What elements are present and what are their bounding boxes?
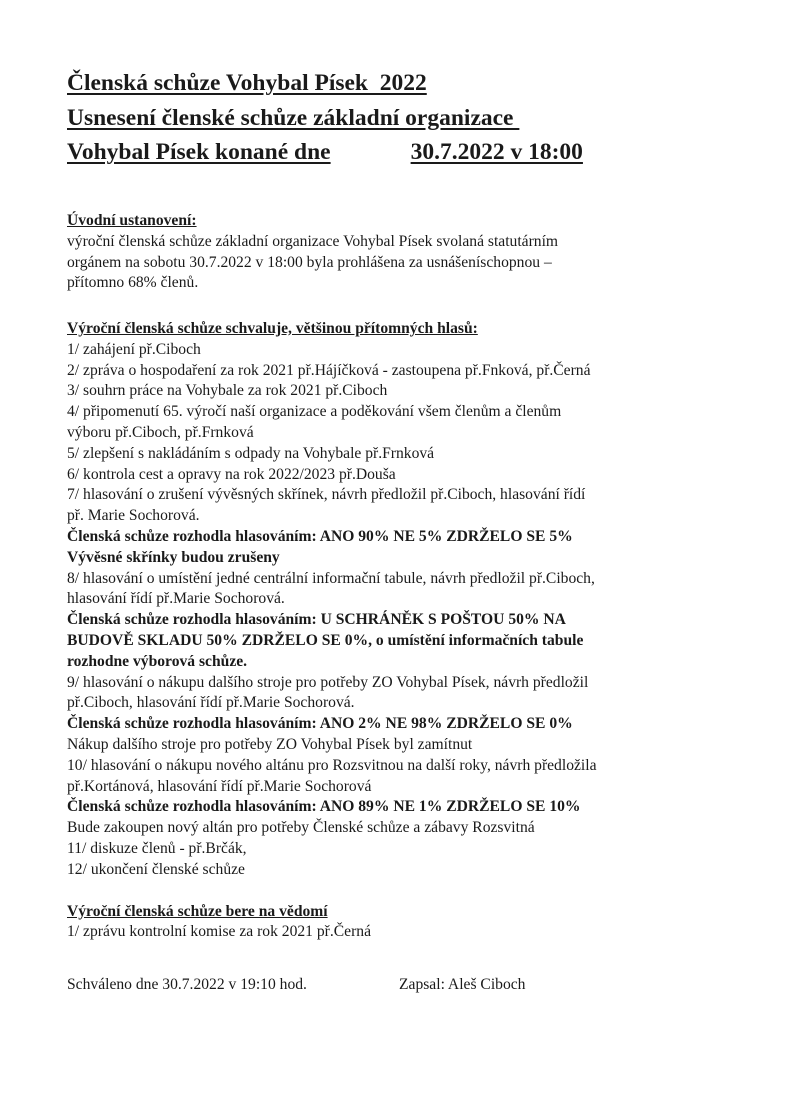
resolution-line: Vývěsné skřínky budou zrušeny xyxy=(67,548,280,566)
agenda-line: Nákup dalšího stroje pro potřeby ZO Vohybal Písek byl zamítnut xyxy=(67,735,473,753)
intro-heading: Úvodní ustanovení: xyxy=(67,212,197,229)
resolution-line: Členská schůze rozhodla hlasováním: ANO 90% NE 5% ZDRŽELO SE 5% xyxy=(67,527,573,545)
agenda-line: 8/ hlasování o umístění jedné centrální informační tabule, návrh předložil př.Ciboch, xyxy=(67,569,595,587)
agenda-section xyxy=(67,319,747,943)
intro-line: výroční členská schůze základní organizace Vohybal Písek svolaná statutárním xyxy=(67,232,559,250)
noted-heading: Výroční členská schůze bere na vědomí xyxy=(67,902,328,920)
agenda-line: 6/ kontrola cest a opravy na rok 2022/2023 př.Douša xyxy=(67,465,396,483)
recorded-by: Zapsal: Aleš Ciboch xyxy=(399,976,526,993)
agenda-line: př. Marie Sochorová. xyxy=(67,507,200,525)
resolution-line: Členská schůze rozhodla hlasováním: ANO 2% NE 98% ZDRŽELO SE 0% xyxy=(67,715,573,733)
document-subtitle: Usnesení členské schůze základní organizace xyxy=(67,105,520,131)
agenda-line: př.Ciboch, hlasování řídí př.Marie Sochorová. xyxy=(67,694,355,712)
agenda-line: 1/ zahájení př.Ciboch xyxy=(67,340,201,358)
footer xyxy=(67,975,525,996)
agenda-line: výboru př.Ciboch, př.Frnková xyxy=(67,423,254,441)
meeting-date-label: Vohybal Písek konané dne xyxy=(67,139,331,165)
agenda-heading: Výroční členská schůze schvaluje, většinou přítomných hlasů: xyxy=(67,320,478,337)
resolution-line: rozhodne výborová schůze. xyxy=(67,652,248,670)
agenda-line: př.Kortánová, hlasování řídí př.Marie Sochorová xyxy=(67,777,372,795)
agenda-line: 10/ hlasování o nákupu nového altánu pro Rozsvitnou na další roky, návrh předložila xyxy=(67,756,597,774)
agenda-line: hlasování řídí př.Marie Sochorová. xyxy=(67,590,285,608)
agenda-line: 4/ připomenutí 65. výročí naší organizace a poděkování všem členům a členům xyxy=(67,403,562,421)
resolution-line: Členská schůze rozhodla hlasováním: ANO 89% NE 1% ZDRŽELO SE 10% xyxy=(67,798,581,816)
agenda-line: 12/ ukončení členské schůze xyxy=(67,860,245,878)
agenda-line: 9/ hlasování o nákupu dalšího stroje pro potřeby ZO Vohybal Písek, návrh předložil xyxy=(67,673,589,691)
agenda-line: 7/ hlasování o zrušení vývěsných skřínek, návrh předložil př.Ciboch, hlasování řídí xyxy=(67,486,586,504)
intro-line: orgánem na sobotu 30.7.2022 v 18:00 byla prohlášena za usnášeníschopnou – xyxy=(67,253,552,271)
intro-line: přítomno 68% členů. xyxy=(67,274,199,292)
agenda-line: 3/ souhrn práce na Vohybale za rok 2021 př.Ciboch xyxy=(67,382,388,400)
agenda-list xyxy=(67,340,747,881)
meeting-date-value: 30.7.2022 v 18:00 xyxy=(410,139,583,165)
approval-date: Schváleno dne 30.7.2022 v 19:10 hod. xyxy=(67,976,307,993)
agenda-line: 5/ zlepšení s nakládáním s odpady na Vohybale př.Frnková xyxy=(67,444,435,462)
document-title: Členská schůze Vohybal Písek 2022 xyxy=(67,70,427,96)
agenda-line: 11/ diskuze členů - př.Brčák, xyxy=(67,839,247,857)
resolution-line: Členská schůze rozhodla hlasováním: U SCHRÁNĚK S POŠTOU 50% NA xyxy=(67,611,566,629)
agenda-line: 2/ zpráva o hospodaření za rok 2021 př.Hájíčková - zastoupena př.Fnková, př.Černá xyxy=(67,361,591,379)
meeting-date-line xyxy=(67,137,583,168)
agenda-line: Bude zakoupen nový altán pro potřeby Členské schůze a zábavy Rozsvitná xyxy=(67,819,535,837)
intro-section xyxy=(67,211,747,294)
noted-item: 1/ zprávu kontrolní komise za rok 2021 př.Černá xyxy=(67,923,372,941)
resolution-line: BUDOVĚ SKLADU 50% ZDRŽELO SE 0%, o umístění informačních tabule xyxy=(67,631,584,649)
